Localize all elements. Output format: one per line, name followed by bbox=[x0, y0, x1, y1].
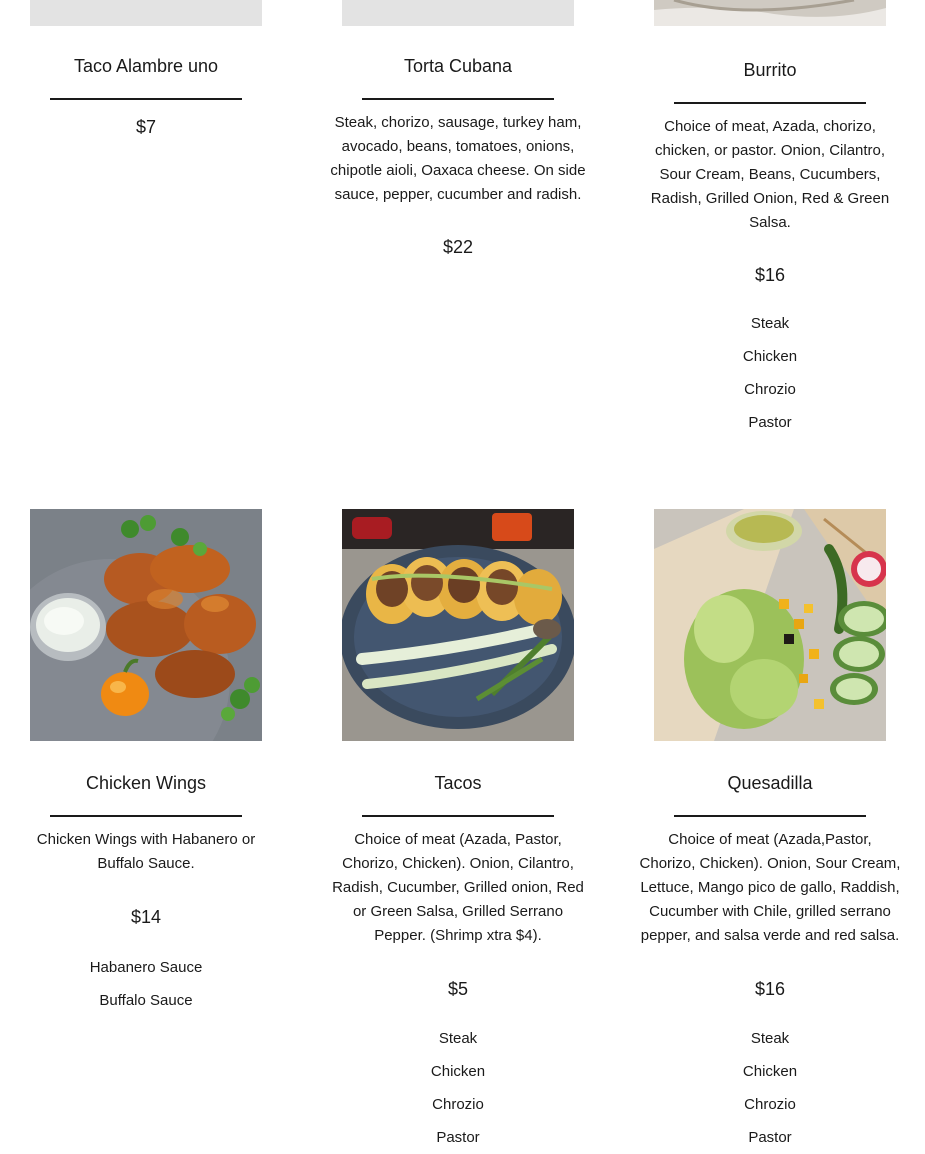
item-title: Burrito bbox=[743, 60, 797, 80]
meat-options-list bbox=[635, 1022, 905, 1154]
item-description: Choice of meat, Azada, chorizo, chicken, or pastor. Onion, Cilantro, Sour Cream, Beans, Cucumbers, Radish, Grilled Onion, Red & Green Salsa. bbox=[650, 118, 890, 231]
item-title: Torta Cubana bbox=[403, 56, 513, 76]
quesadilla-photo bbox=[654, 509, 886, 741]
item-description: Choice of meat (Azada, Pastor, Chorizo, Chicken). Onion, Cilantro, Radish, Cucumber, Grilled onion, Red or Green Salsa, Grilled Serrano Pepper. (Shrimp xtra $4). bbox=[332, 831, 584, 944]
item-price: $16 bbox=[754, 979, 786, 999]
item-description: Steak, chorizo, sausage, turkey ham, avocado, beans, tomatoes, onions, chipotle aioli, Oaxaca cheese. On side sauce, pepper, cucumber and radish. bbox=[330, 114, 586, 203]
option-pastor: Pastor bbox=[748, 1129, 792, 1146]
option-buffalo-sauce: Buffalo Sauce bbox=[99, 992, 193, 1009]
item-title: Tacos bbox=[434, 773, 482, 793]
menu-photo-placeholder bbox=[342, 0, 574, 26]
menu-item-quesadilla bbox=[635, 509, 905, 1154]
menu-photo-placeholder bbox=[30, 0, 262, 26]
meat-options-list bbox=[323, 1022, 593, 1154]
burrito-photo bbox=[654, 0, 886, 26]
item-title: Taco Alambre uno bbox=[73, 56, 219, 76]
title-divider bbox=[674, 815, 866, 817]
tacos-photo bbox=[342, 509, 574, 741]
item-title: Quesadilla bbox=[727, 773, 813, 793]
chicken-wings-photo bbox=[30, 509, 262, 741]
menu-item-tacos bbox=[323, 509, 593, 1154]
item-description: Chicken Wings with Habanero or Buffalo Sauce. bbox=[36, 831, 256, 872]
item-price: $5 bbox=[447, 979, 469, 999]
option-chicken: Chicken bbox=[742, 348, 798, 365]
meat-options-list bbox=[635, 307, 905, 439]
menu-item-taco-alambre bbox=[11, 0, 281, 139]
option-pastor: Pastor bbox=[436, 1129, 480, 1146]
option-steak: Steak bbox=[438, 1030, 478, 1047]
option-chicken: Chicken bbox=[430, 1063, 486, 1080]
sauce-options-list bbox=[11, 951, 281, 1017]
option-chorizo: Chrozio bbox=[744, 381, 796, 398]
item-description: Choice of meat (Azada,Pastor, Chorizo, Chicken). Onion, Sour Cream, Lettuce, Mango pico de gallo, Raddish, Cucumber with Chile, grilled serrano pepper, and salsa verde and red salsa. bbox=[639, 831, 901, 944]
title-divider bbox=[362, 98, 554, 100]
option-chorizo: Chrozio bbox=[744, 1096, 796, 1113]
item-price: $22 bbox=[442, 237, 474, 257]
option-steak: Steak bbox=[750, 315, 790, 332]
item-price: $16 bbox=[754, 265, 786, 285]
option-chicken: Chicken bbox=[742, 1063, 798, 1080]
title-divider bbox=[50, 815, 242, 817]
item-price: $7 bbox=[135, 117, 157, 137]
option-chorizo: Chrozio bbox=[432, 1096, 484, 1113]
menu-item-torta-cubana bbox=[323, 0, 593, 259]
option-habanero-sauce: Habanero Sauce bbox=[89, 959, 203, 976]
option-pastor: Pastor bbox=[748, 414, 792, 431]
title-divider bbox=[50, 98, 242, 100]
menu-item-burrito bbox=[635, 0, 905, 439]
item-price: $14 bbox=[130, 907, 162, 927]
title-divider bbox=[362, 815, 554, 817]
title-divider bbox=[674, 102, 866, 104]
option-steak: Steak bbox=[750, 1030, 790, 1047]
item-title: Chicken Wings bbox=[85, 773, 207, 793]
menu-item-chicken-wings bbox=[11, 509, 281, 1017]
